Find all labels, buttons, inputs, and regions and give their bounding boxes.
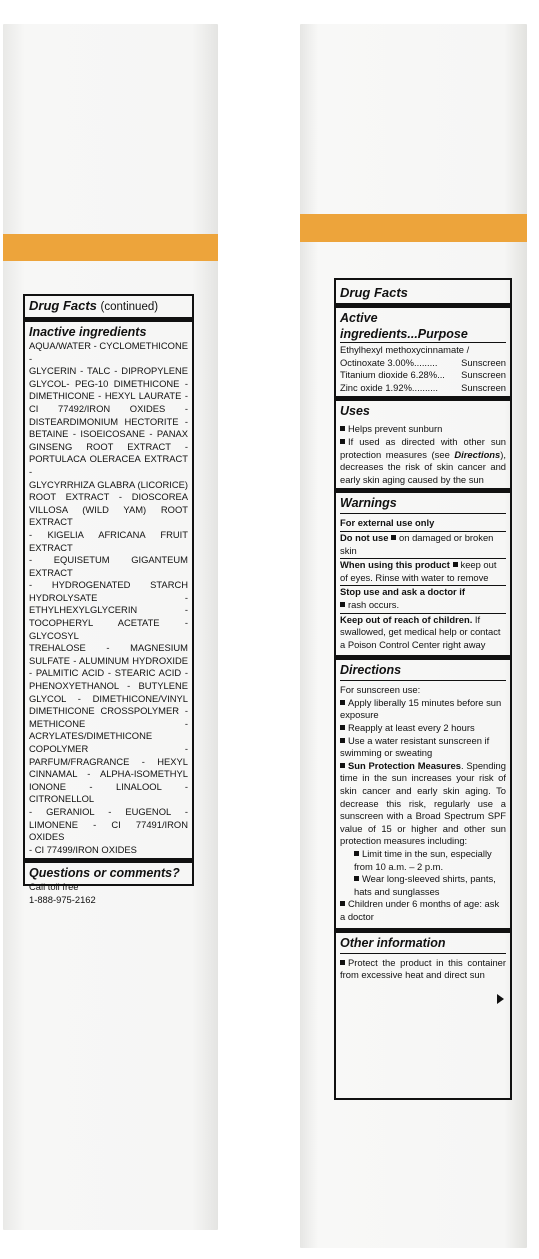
active-ingredient-name: Octinoxate 3.00%......... xyxy=(340,356,438,368)
directions-item-5 xyxy=(340,898,506,925)
title-suffix: (continued) xyxy=(100,301,159,313)
active-ingredients-rows xyxy=(340,344,506,394)
inactive-ingredient-line: DIMETHICONE - HEXYL LAURATE - xyxy=(29,390,188,402)
active-ingredient-purpose: Sunscreen xyxy=(461,356,506,368)
warnings-heading: Warnings xyxy=(340,495,506,514)
inactive-ingredient-line: CI 77492/IRON OXIDES - xyxy=(29,402,188,414)
active-ingredients-heading: Active ingredients...Purpose xyxy=(340,310,506,343)
inactive-ingredient-line: IONONE - LINALOOL - CITRONELLOL xyxy=(29,780,188,805)
other-information-item xyxy=(340,957,506,982)
drug-facts-title xyxy=(29,297,188,316)
bullet-icon xyxy=(340,901,345,906)
inactive-ingredient-line: PARFUM/FRAGRANCE - HEXYL xyxy=(29,755,188,767)
active-ingredient-row xyxy=(340,369,506,382)
inactive-ingredient-line: DISTEARDIMONIUM HECTORITE - xyxy=(29,415,188,427)
inactive-ingredient-line: GLYCERIN - TALC - DIPROPYLENE xyxy=(29,365,188,377)
uses-item-text: If used as directed with other sun protection measures (see xyxy=(340,435,506,460)
directions-item-2 xyxy=(340,722,506,735)
questions-call-text: Call toll free xyxy=(29,881,79,893)
inactive-ingredient-line: - KIGELIA AFRICANA FRUIT EXTRACT xyxy=(29,528,188,553)
active-ingredient-purpose: Sunscreen xyxy=(461,381,506,393)
inactive-ingredient-line: BETAINE - ISOEICOSANE - PANAX xyxy=(29,428,188,440)
warning-when-using-label: When using this product xyxy=(340,559,450,571)
uses-directions-ref: Directions xyxy=(454,448,501,460)
inactive-ingredients-section xyxy=(25,317,192,858)
uses-item-1 xyxy=(340,423,506,436)
questions-phone: 1-888-975-2162 xyxy=(29,893,96,905)
bullet-icon xyxy=(354,851,359,856)
inactive-ingredient-line: GLYCOL - DIMETHICONE/VINYL xyxy=(29,692,188,704)
warning-do-not-use-text: on damaged or broken skin xyxy=(340,531,494,556)
questions-heading: Questions or comments? xyxy=(29,866,180,881)
inactive-ingredients-heading: Inactive ingredients xyxy=(29,325,147,339)
other-information-text: Protect the product in this container from excessive heat and direct sun xyxy=(340,956,506,981)
bullet-icon xyxy=(340,960,345,965)
other-information-section xyxy=(336,928,510,1009)
warning-external-use: For external use only xyxy=(340,517,506,532)
questions-section xyxy=(25,858,192,910)
warning-when-using-text: keep out of eyes. Rinse with water to remove xyxy=(340,559,497,583)
uses-heading: Uses xyxy=(340,404,370,419)
warnings-section xyxy=(336,488,510,655)
warning-keep-out-label: Keep out of reach of children. xyxy=(340,613,473,625)
active-ingredient-purpose: Sunscreen xyxy=(461,369,506,381)
active-ingredient-name: Zinc oxide 1.92%.......... xyxy=(340,381,438,393)
bullet-icon xyxy=(391,535,396,540)
inactive-ingredient-line: PHENOXYETHANOL - BUTYLENE xyxy=(29,680,188,692)
drug-facts-continued-panel xyxy=(23,294,194,905)
inactive-ingredient-line: PORTULACA OLERACEA EXTRACT - xyxy=(29,453,188,477)
inactive-ingredient-line: HYDROLYSATE - xyxy=(29,591,188,603)
other-information-heading: Other information xyxy=(340,935,506,954)
warning-stop-use-text: rash occurs. xyxy=(348,598,400,610)
directions-item-text: Apply liberally 15 minutes before sun exposure xyxy=(340,696,502,721)
warning-stop-use xyxy=(340,586,506,613)
active-ingredients-section xyxy=(336,303,510,396)
orange-stripe xyxy=(3,234,218,261)
inactive-ingredient-line: LIMONENE - CI 77491/IRON OXIDES xyxy=(29,818,188,843)
directions-subitem-1 xyxy=(340,848,506,873)
bullet-icon xyxy=(340,725,345,730)
inactive-ingredient-line: - EQUISETUM GIGANTEUM EXTRACT xyxy=(29,554,188,578)
active-ingredient-row xyxy=(340,357,506,370)
inactive-ingredient-line: DIMETHICONE CROSSPOLYMER - xyxy=(29,705,188,717)
directions-heading: Directions xyxy=(340,662,506,681)
uses-item-text-end: ), decreases the risk of skin cancer and early skin aging caused by the sun xyxy=(340,448,506,485)
directions-item-text: . Spending time in the sun increases your risk of skin cancer and early skin aging. To decrease this risk, regularly use a sunscreen with a Broad Spectrum SPF value of 15 or higher and other sun protection measures including: xyxy=(340,759,506,847)
inactive-ingredient-line: ROOT EXTRACT - DIOSCOREA xyxy=(29,491,188,503)
inactive-ingredient-line: CINNAMAL - ALPHA-ISOMETHYL xyxy=(29,768,188,780)
directions-intro: For sunscreen use: xyxy=(340,684,421,696)
inactive-ingredient-line: - GERANIOL - EUGENOL - xyxy=(29,805,188,817)
directions-subitem-text: Limit time in the sun, especially from 10 a.m. – 2 p.m. xyxy=(354,848,492,872)
warning-stop-use-label: Stop use and ask a doctor if xyxy=(340,586,466,598)
directions-section xyxy=(336,655,510,927)
inactive-ingredient-line: VILLOSA (WILD YAM) ROOT EXTRACT xyxy=(29,503,188,528)
bullet-icon xyxy=(340,602,345,607)
bullet-icon xyxy=(340,700,345,705)
inactive-ingredient-line: - HYDROGENATED STARCH xyxy=(29,579,188,591)
title-text: Drug Facts xyxy=(29,298,97,313)
inactive-ingredient-line: - CI 77499/IRON OXIDES xyxy=(29,843,137,855)
directions-subitem-2 xyxy=(340,873,506,898)
warning-keep-out xyxy=(340,614,506,654)
inactive-ingredient-line: GLYCOL- PEG-10 DIMETHICONE - xyxy=(29,377,188,389)
bullet-icon xyxy=(354,876,359,881)
drug-facts-header xyxy=(25,296,192,317)
inactive-ingredient-line: TOCOPHERYL ACETATE - GLYCOSYL xyxy=(29,617,188,641)
inactive-ingredient-line: TREHALOSE - MAGNESIUM xyxy=(29,642,188,654)
inactive-ingredient-line: GINSENG ROOT EXTRACT - xyxy=(29,440,188,452)
bullet-icon xyxy=(340,763,345,768)
uses-section xyxy=(336,396,510,488)
inactive-ingredient-line: ACRYLATES/DIMETHICONE xyxy=(29,730,153,742)
bullet-icon xyxy=(453,562,458,567)
drug-facts-header xyxy=(336,280,510,303)
directions-item-text: Reapply at least every 2 hours xyxy=(348,722,475,734)
directions-subitem-text: Wear long-sleeved shirts, pants, hats and sunglasses xyxy=(354,873,496,897)
continue-arrow-icon xyxy=(497,994,504,1004)
directions-item-3 xyxy=(340,735,506,760)
bullet-icon xyxy=(340,426,345,431)
warning-do-not-use xyxy=(340,532,506,559)
active-ingredient-row xyxy=(340,344,506,357)
inactive-ingredients-list xyxy=(29,340,188,856)
inactive-ingredient-line: SULFATE - ALUMINUM HYDROXIDE xyxy=(29,654,188,666)
inactive-ingredient-line: - PALMITIC ACID - STEARIC ACID - xyxy=(29,667,188,679)
inactive-ingredient-line: ETHYLHEXYLGLYCERIN - xyxy=(29,604,188,616)
orange-stripe xyxy=(300,214,527,242)
warning-when-using xyxy=(340,559,506,586)
drug-facts-title: Drug Facts xyxy=(340,285,408,300)
inactive-ingredient-line: AQUA/WATER - CYCLOMETHICONE - xyxy=(29,340,188,364)
sun-protection-label: Sun Protection Measures xyxy=(348,759,461,771)
bullet-icon xyxy=(340,439,345,444)
warning-keep-out-text: If swallowed, get medical help or contact a Poison Control Center right away xyxy=(340,613,501,650)
directions-item-text: Children under 6 months of age: ask a doctor xyxy=(340,898,500,922)
active-ingredient-name: Ethylhexyl methoxycinnamate / xyxy=(340,344,470,355)
active-ingredient-name: Titanium dioxide 6.28%... xyxy=(340,369,445,381)
inactive-ingredient-line: GLYCYRRHIZA GLABRA (LICORICE) xyxy=(29,478,188,490)
uses-item-text: Helps prevent sunburn xyxy=(348,423,443,435)
active-ingredient-row xyxy=(340,382,506,395)
warning-do-not-use-label: Do not use xyxy=(340,531,389,543)
inactive-ingredient-line: METHICONE - xyxy=(29,717,188,729)
drug-facts-panel xyxy=(334,278,512,1100)
inactive-ingredient-line: COPOLYMER - xyxy=(29,743,188,754)
directions-item-1 xyxy=(340,697,506,722)
directions-item-4 xyxy=(340,760,506,848)
directions-item-text: Use a water resistant sunscreen if swimming or sweating xyxy=(340,734,490,759)
uses-item-2 xyxy=(340,436,506,486)
bullet-icon xyxy=(340,738,345,743)
